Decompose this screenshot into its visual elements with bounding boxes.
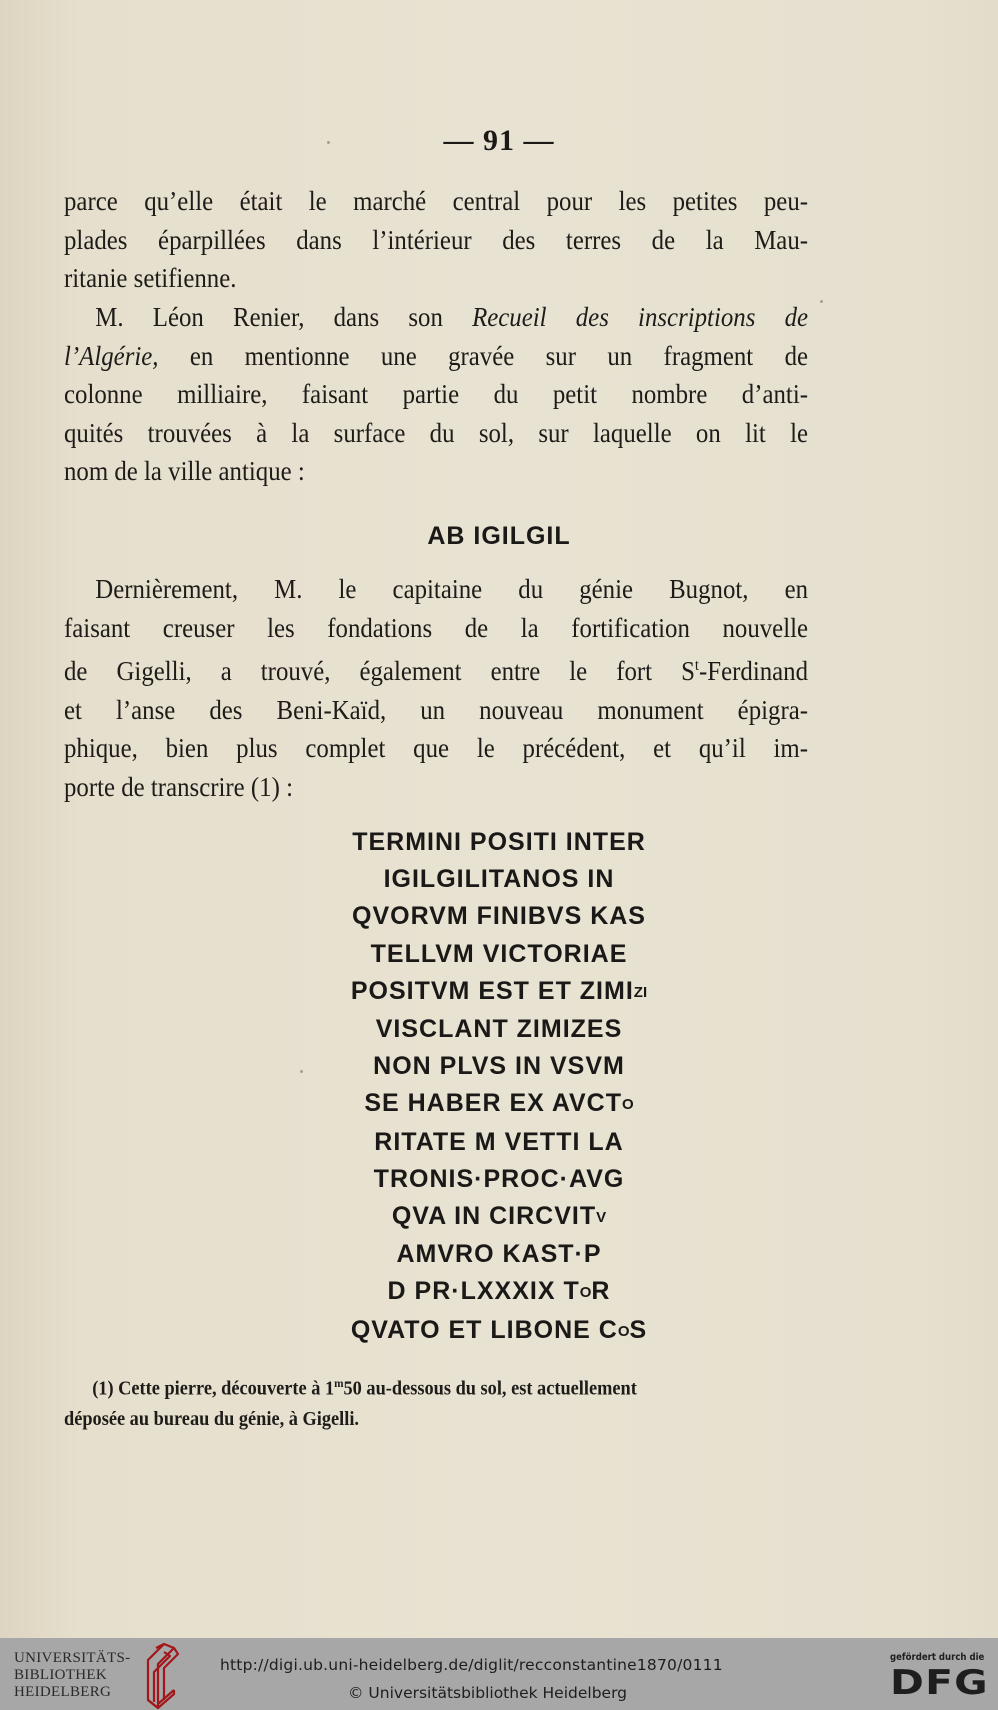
inscription-ab-igilgil: AB IGILGIL xyxy=(427,522,571,550)
text-line: nom de la ville antique : xyxy=(64,456,305,486)
inscription-text: POSITVM EST ET ZIMI xyxy=(350,976,634,1005)
inscription-small-letters: O xyxy=(622,1096,634,1114)
text-run: de Gigelli, a trouvé, également entre le fort S xyxy=(64,656,695,686)
inscription-text: R xyxy=(591,1277,611,1306)
inscription-line xyxy=(0,1312,998,1350)
inscription-text: S xyxy=(629,1315,648,1344)
paragraph-1 xyxy=(64,182,808,298)
text-run: M. Léon Renier, dans son xyxy=(95,302,473,332)
text-line: ritanie setifienne. xyxy=(64,263,237,293)
library-name xyxy=(14,1650,130,1701)
inscription-line xyxy=(0,1011,998,1048)
inscription-text: QVORVM FINIBVS KAS xyxy=(352,902,646,931)
page-number: — 91 — xyxy=(443,124,555,157)
paragraph-2 xyxy=(64,298,808,491)
text-line: porte de transcrire (1) : xyxy=(64,771,293,802)
text-line: colonne milliaire, faisant partie du petit nombre d’anti- xyxy=(64,379,809,409)
library-name-line: BIBLIOTHEK xyxy=(14,1667,107,1683)
inscription-line xyxy=(0,861,998,898)
inscription-text: NON PLVS IN VSVM xyxy=(373,1052,625,1081)
inscription-line xyxy=(0,1161,998,1198)
text-line xyxy=(64,337,808,376)
text-run: (1) Cette pierre, découverte à 1 xyxy=(92,1378,335,1400)
inscription-small-letters: O xyxy=(579,1284,592,1302)
dfg-logo-icon: DFG xyxy=(890,1663,989,1703)
footnote-line: déposée au bureau du génie, à Gigelli. xyxy=(64,1408,360,1430)
superscript: m xyxy=(334,1376,344,1390)
inscription-line xyxy=(0,1085,998,1123)
inscription-text: TERMINI POSITI INTER xyxy=(352,828,646,856)
inscription-text: AMVRO KAST·P xyxy=(396,1240,602,1269)
superscript: t xyxy=(694,657,700,674)
inscription-line xyxy=(0,936,998,973)
sponsor-caption: gefördert durch die xyxy=(890,1652,985,1663)
library-footer xyxy=(0,1638,998,1710)
inscription-text: D PR·LXXXIX T xyxy=(387,1277,580,1306)
inscription-line xyxy=(0,973,998,1011)
text-line: plades éparpillées dans l’intérieur des terres de la Mau- xyxy=(64,224,809,255)
paragraph-3 xyxy=(64,570,808,806)
inscription-text: TRONIS·PROC·AVG xyxy=(373,1164,625,1193)
text-line: faisant creuser les fondations de la fortification nouvelle xyxy=(64,612,809,643)
text-line xyxy=(64,298,808,337)
inscription-text: TELLVM VICTORIAE xyxy=(370,939,628,968)
book-title-italic: Recueil des inscriptions de xyxy=(472,302,809,332)
book-title-italic: l’Algérie, xyxy=(64,340,159,371)
inscription-line xyxy=(0,898,998,935)
inscription-line xyxy=(0,824,998,861)
paper-speck xyxy=(820,300,823,303)
text-run: 50 au-dessous du sol, est actuellement xyxy=(343,1378,637,1400)
permalink-url[interactable]: http://digi.ub.uni-heidelberg.de/diglit/recconstantine1870/0111 xyxy=(220,1656,723,1674)
text-line: parce qu’elle était le marché central pour les petites peu- xyxy=(64,186,809,216)
library-name-line: HEIDELBERG xyxy=(14,1684,112,1700)
footnote xyxy=(64,1368,814,1435)
inscription-line xyxy=(0,1124,998,1161)
text-line: Dernièrement, M. le capitaine du génie Bugnot, en xyxy=(95,574,809,604)
text-line: et l’anse des Beni-Kaïd, un nouveau monument épigra- xyxy=(64,694,809,725)
latin-inscription xyxy=(0,824,998,1350)
inscription-text: IGILGILITANOS IN xyxy=(383,865,615,894)
inscription-text: RITATE M VETTI LA xyxy=(374,1127,624,1156)
inscription-small-letters: ZI xyxy=(633,983,648,1001)
copyright-notice: © Universitätsbibliothek Heidelberg xyxy=(348,1684,628,1702)
text-run: -Ferdinand xyxy=(699,656,809,686)
inscription-line xyxy=(0,1198,998,1236)
inscription-text: SE HABER EX AVCT xyxy=(364,1089,623,1118)
inscription-small-letters: V xyxy=(596,1209,607,1227)
inscription-line xyxy=(0,1273,998,1311)
inscription-small-letters: O xyxy=(617,1322,630,1340)
text-line xyxy=(64,647,808,691)
footnote-line xyxy=(64,1368,769,1405)
text-run: en mentionne une gravée sur un fragment de xyxy=(158,340,809,371)
inscription-text: QVA IN CIRCVIT xyxy=(391,1202,597,1231)
inscription-text: VISCLANT ZIMIZES xyxy=(375,1015,623,1044)
library-name-line: UNIVERSITÄTS- xyxy=(14,1650,131,1666)
inscription-text: QVATO ET LIBONE C xyxy=(350,1315,618,1344)
text-line: phique, bien plus complet que le précédent, et qu’il im- xyxy=(64,733,809,763)
library-logo-icon xyxy=(134,1642,194,1710)
text-line: quités trouvées à la surface du sol, sur laquelle on lit le xyxy=(64,417,809,448)
inscription-line xyxy=(0,1236,998,1273)
inscription-line xyxy=(0,1048,998,1085)
